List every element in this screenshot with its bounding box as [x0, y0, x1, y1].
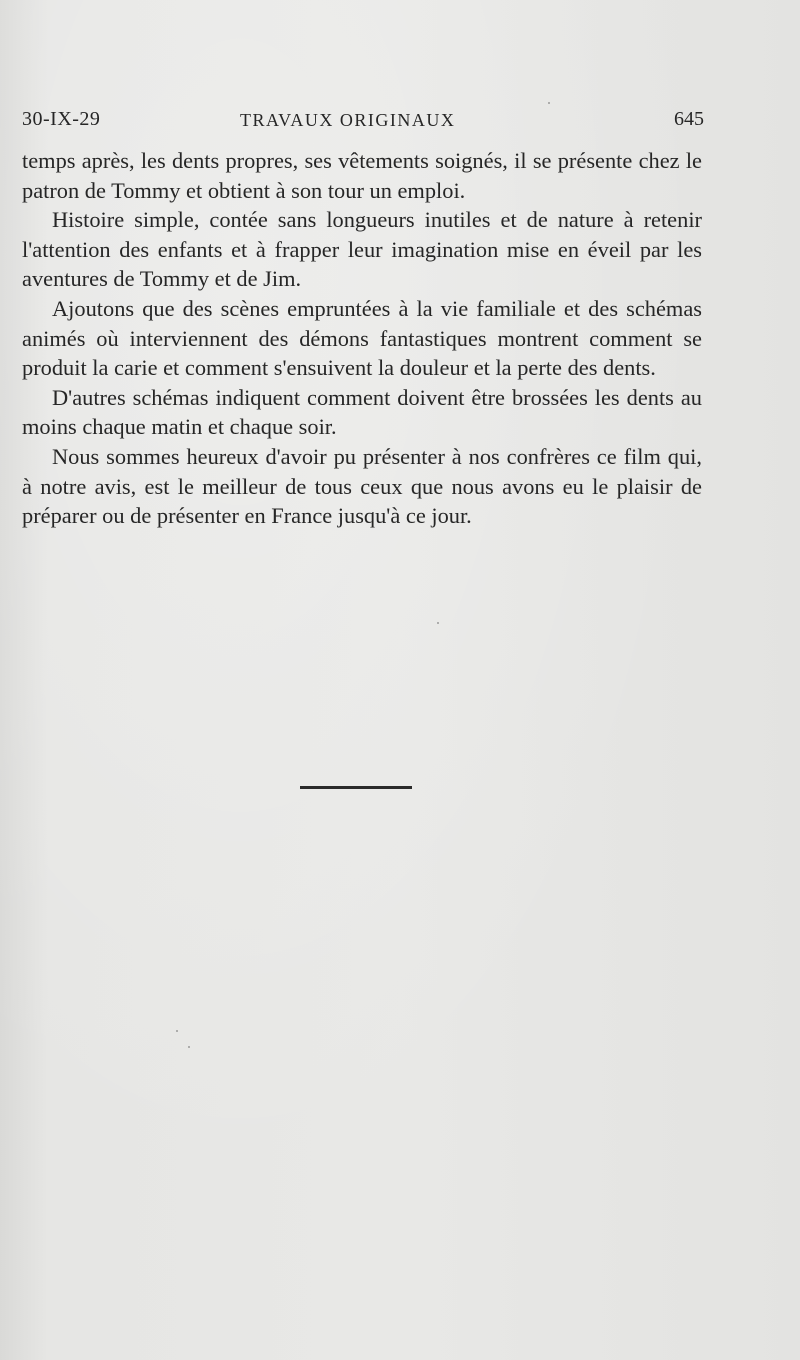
paragraph: Histoire simple, contée sans longueurs inutiles et de nature à retenir l'attention des enfants et à frapper leur imagination mise en éveil par les aventures de Tommy et de Jim.: [22, 207, 702, 292]
header-section-title: TRAVAUX ORIGINAUX: [240, 110, 456, 130]
header-date: 30-IX-29: [22, 108, 101, 130]
section-end-rule: [300, 786, 412, 789]
paragraph: Ajoutons que des scènes empruntées à la vie familiale et des schémas animés où interviennent des démons fantastiques montrent comment se produit la carie et comment s'ensuivent la douleur et la perte des dents.: [22, 295, 702, 381]
paper-speck: [176, 1030, 178, 1032]
paper-speck: [548, 102, 550, 104]
page-number: 645: [674, 108, 704, 130]
paper-speck: [188, 1046, 190, 1048]
body-text: [22, 146, 702, 531]
paragraph: D'autres schémas indiquent comment doivent être brossées les dents au moins chaque matin et chaque soir.: [22, 384, 702, 440]
running-head: [22, 108, 704, 138]
paragraph: Nous sommes heureux d'avoir pu présenter à nos confrères ce film qui, à notre avis, est le meilleur de tous ceux que nous avons eu le plaisir de préparer ou de présenter en France jusqu'à ce jour.: [22, 443, 702, 529]
paper-speck: [437, 622, 439, 624]
paragraph-continuation: temps après, les dents propres, ses vêtements soignés, il se présente chez le patron de Tommy et obtient à son tour un emploi.: [22, 148, 702, 203]
